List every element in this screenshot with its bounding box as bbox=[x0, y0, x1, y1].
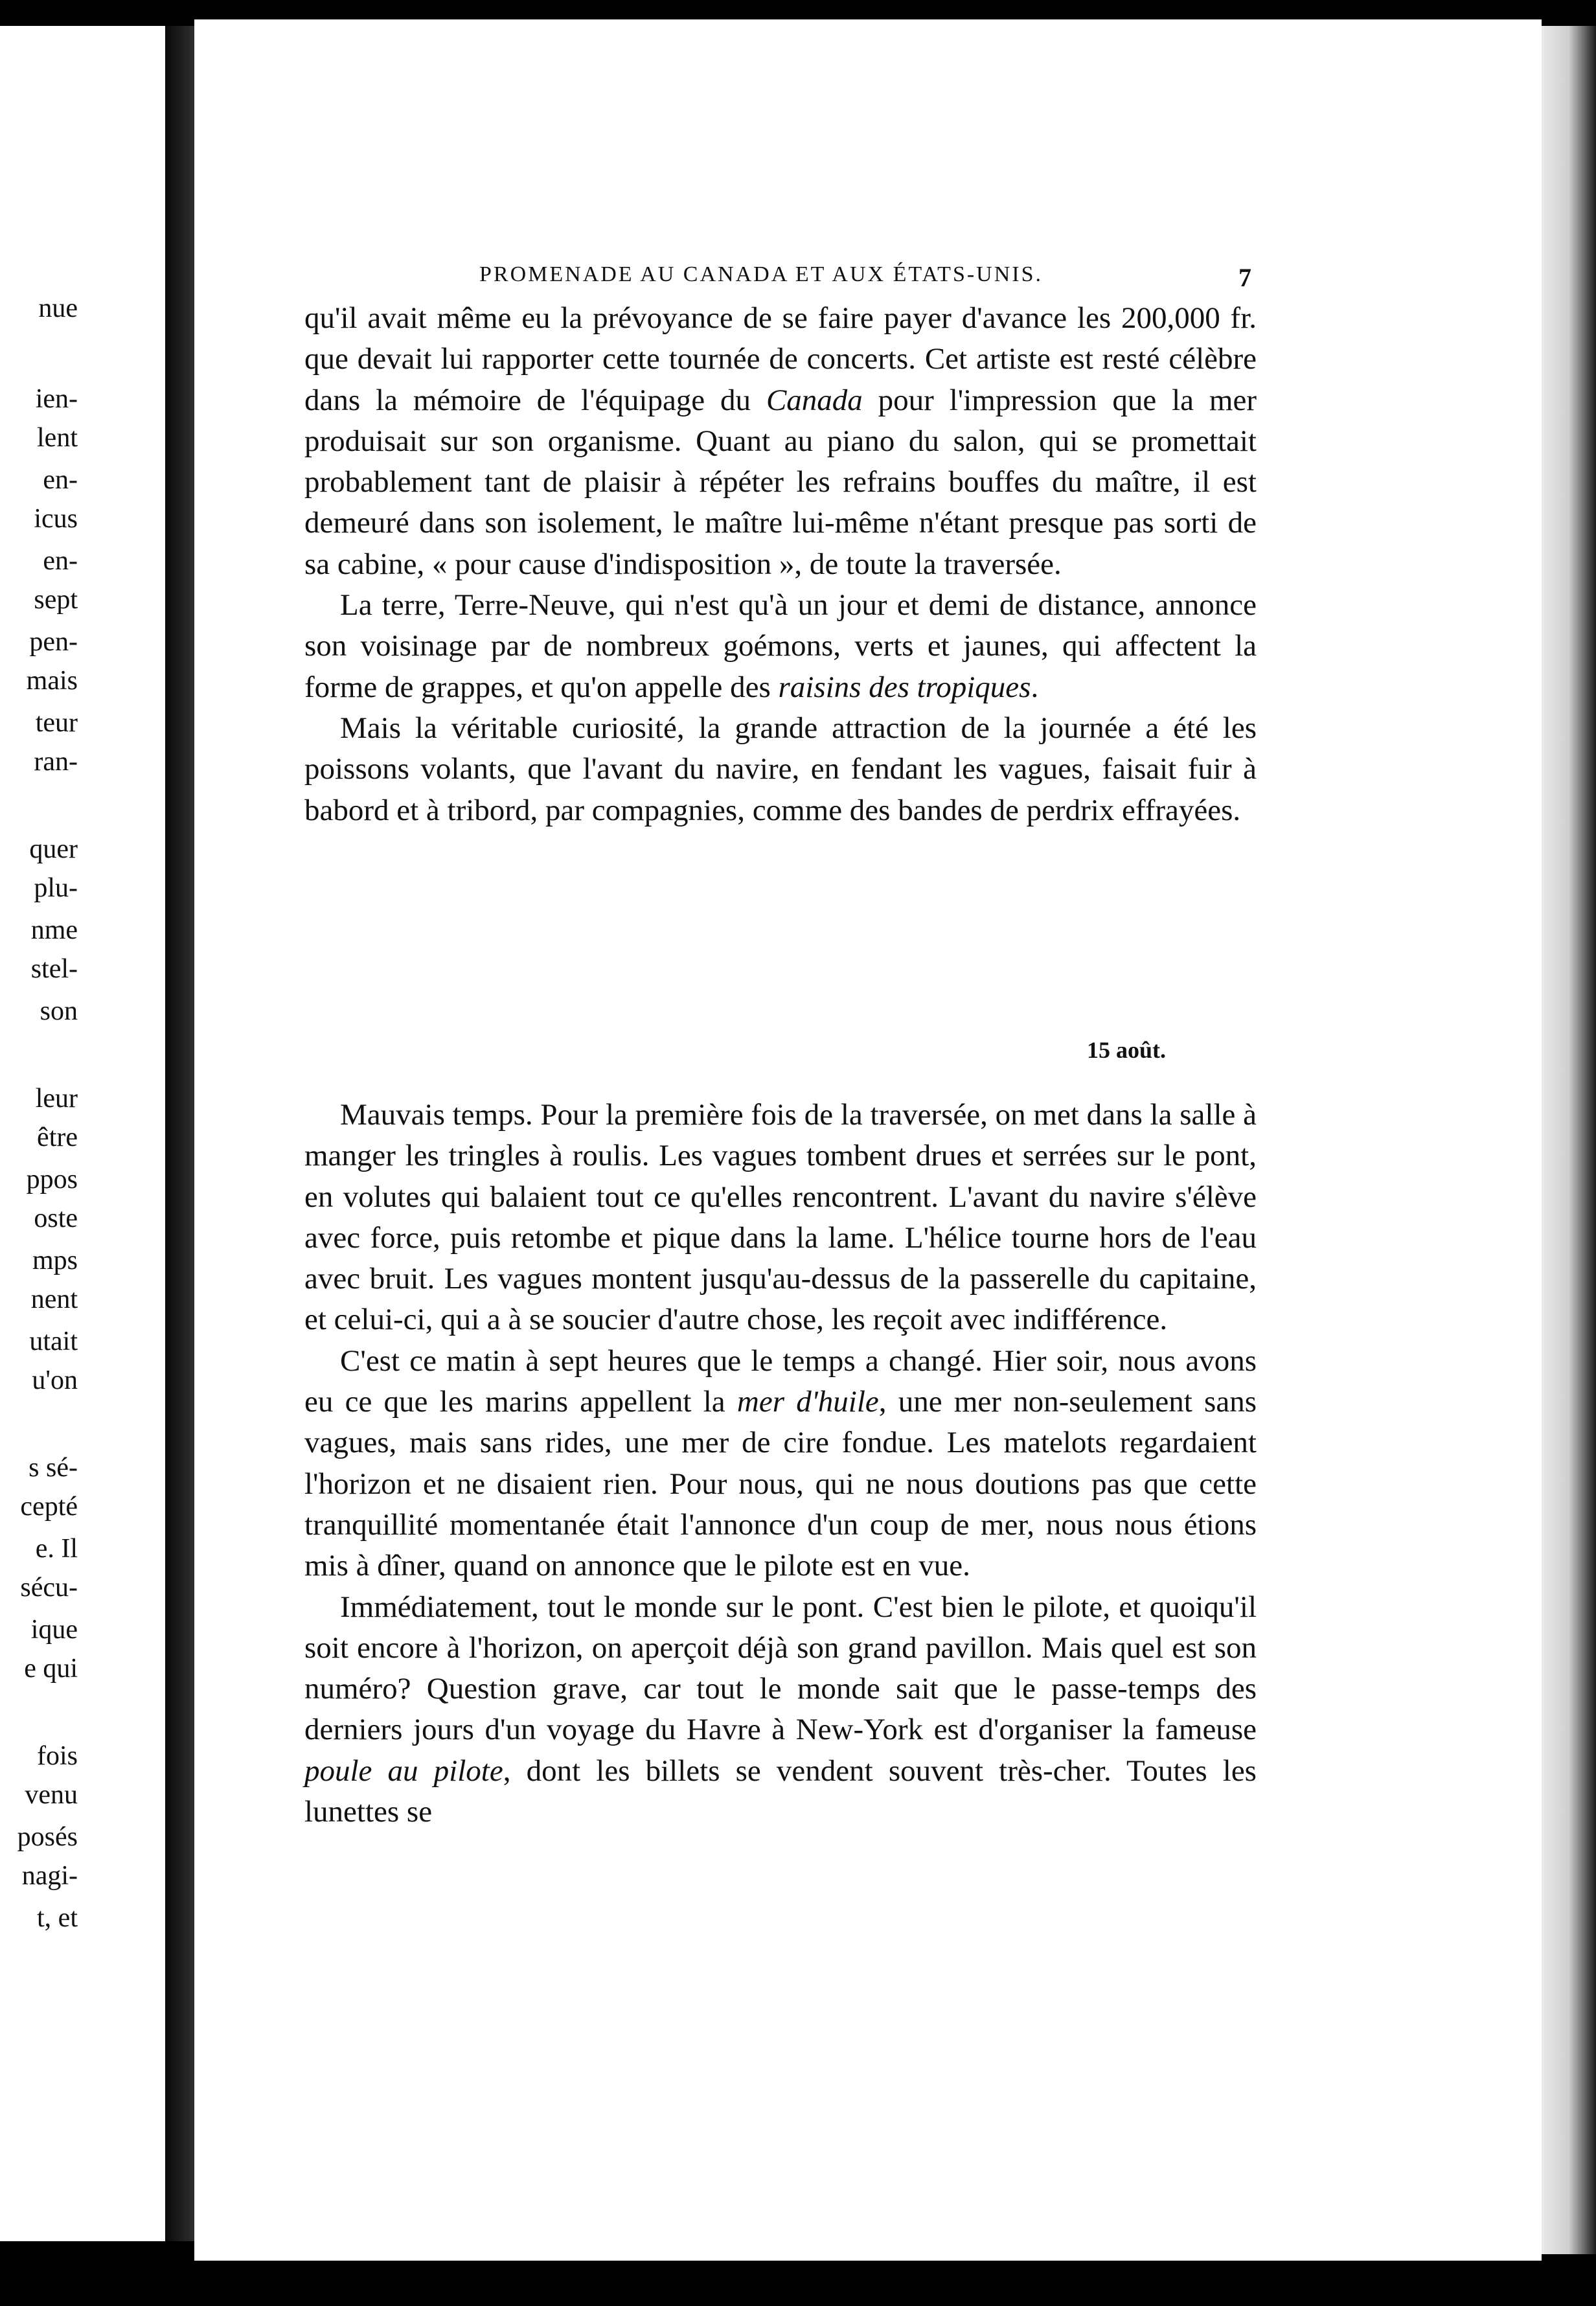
left-page-line: e. Il bbox=[35, 1534, 78, 1564]
left-page-line: mps bbox=[32, 1246, 78, 1275]
left-page-line: nme bbox=[30, 915, 78, 945]
left-page-line: e qui bbox=[24, 1654, 78, 1684]
left-page-line: nent bbox=[30, 1284, 78, 1314]
left-page-line: oste bbox=[34, 1204, 78, 1233]
left-page-line: sécu- bbox=[20, 1573, 78, 1603]
left-page-line: fois bbox=[37, 1741, 78, 1771]
left-page-line: lent bbox=[37, 423, 78, 453]
paragraph: La terre, Terre-Neuve, qui n'est qu'à un jour et demi de distance, annonce son voisinage par de nombreux goémons, verts et jaunes, qui affectent la forme de grappes, et qu'on appelle des raisins des tropiques. bbox=[304, 588, 1257, 704]
left-page-line: nue bbox=[38, 293, 78, 323]
left-page-line: cepté bbox=[20, 1492, 78, 1522]
left-page-line: leur bbox=[35, 1084, 78, 1113]
running-title: PROMENADE AU CANADA ET AUX ÉTATS-UNIS. bbox=[479, 262, 1043, 286]
text-block-2 bbox=[304, 1095, 1257, 1832]
left-page-line: ique bbox=[30, 1615, 78, 1645]
left-page-line: en- bbox=[43, 546, 78, 576]
paragraph: C'est ce matin à sept heures que le temps a changé. Hier soir, nous avons eu ce que les marins appellent la mer d'huile, une mer non-seulement sans vagues, mais sans rides, une mer de cire fondue. Les matelots regardaient l'horizon et ne disaient rien. Pour nous, qui ne nous doutions pas que cette tranquillité momentanée était l'annonce d'un coup de mer, nous nous étions mis à dîner, quand on annonce que le pilote est en vue. bbox=[304, 1343, 1257, 1583]
paragraph: Mais la véritable curiosité, la grande attraction de la journée a été les poissons volants, que l'avant du navire, en fendant les vagues, faisait fuir à babord et à tribord, par compagnies, comme des bandes de perdrix effrayées. bbox=[304, 711, 1257, 827]
left-page-line: icus bbox=[34, 504, 78, 534]
paragraph: Immédiatement, tout le monde sur le pont. C'est bien le pilote, et quoiqu'il soit encore à l'horizon, on aperçoit déjà son grand pavillon. Mais quel est son numéro? Question grave, car tout le monde sait que le passe-temps des derniers jours d'un voyage du Havre à New-York est d'organiser la fameuse poule au pilote, dont les billets se vendent souvent très-cher. Toutes les lunettes se bbox=[304, 1590, 1257, 1829]
left-page-line: mais bbox=[26, 666, 78, 696]
paragraph: qu'il avait même eu la prévoyance de se faire payer d'avance les 200,000 fr. que devait lui rapporter cette tournée de concerts. Cet artiste est resté célèbre dans la mémoire de l'équipage du Canada pour l'impression que la mer produisait sur son organisme. Quant au piano du salon, qui se promettait probablement tant de plaisir à répéter les refrains bouffes du maître, il est demeuré dans son isolement, le maître lui-même n'étant presque pas sorti de sa cabine, « pour cause d'indisposition », de toute la traversée. bbox=[304, 301, 1257, 581]
left-page-line: plu- bbox=[34, 873, 78, 903]
left-page-line: ppos bbox=[26, 1165, 78, 1194]
left-page-line: u'on bbox=[32, 1365, 78, 1395]
left-page-line: posés bbox=[17, 1822, 78, 1852]
left-page-line: ien- bbox=[35, 384, 78, 414]
left-page-line: quer bbox=[29, 834, 78, 864]
left-page-line: ran- bbox=[34, 747, 78, 777]
left-page-line: teur bbox=[35, 708, 78, 738]
left-page-line: son bbox=[40, 996, 78, 1026]
left-page-line: utait bbox=[29, 1327, 78, 1356]
left-page-line: venu bbox=[25, 1780, 78, 1810]
page-edge bbox=[1542, 26, 1596, 2254]
left-page-line: nagi- bbox=[21, 1861, 78, 1891]
left-page-fragment bbox=[0, 26, 165, 2241]
left-page-line: être bbox=[37, 1123, 78, 1152]
paragraph: Mauvais temps. Pour la première fois de la traversée, on met dans la salle à manger les tringles à roulis. Les vagues tombent drues et serrées sur le pont, en volutes qui balaient tout ce qu'elles rencontrent. L'avant du navire s'élève avec force, puis retombe et pique dans la lame. L'hélice tourne hors de l'eau avec bruit. Les vagues montent jusqu'au-dessus de la passerelle du capitaine, et celui-ci, qui a à se soucier d'autre chose, les reçoit avec indifférence. bbox=[304, 1098, 1257, 1337]
left-page-line: en- bbox=[43, 465, 78, 495]
book-gutter bbox=[165, 26, 198, 2241]
text-block-1 bbox=[304, 298, 1257, 831]
left-page-line: sept bbox=[34, 585, 78, 615]
left-page-line: s sé- bbox=[28, 1453, 78, 1483]
left-page-line: stel- bbox=[30, 954, 78, 984]
page-number: 7 bbox=[1238, 263, 1253, 292]
date-heading: 15 août. bbox=[1086, 1037, 1166, 1063]
left-page-line: t, et bbox=[37, 1903, 78, 1933]
left-page-line: pen- bbox=[29, 627, 78, 657]
